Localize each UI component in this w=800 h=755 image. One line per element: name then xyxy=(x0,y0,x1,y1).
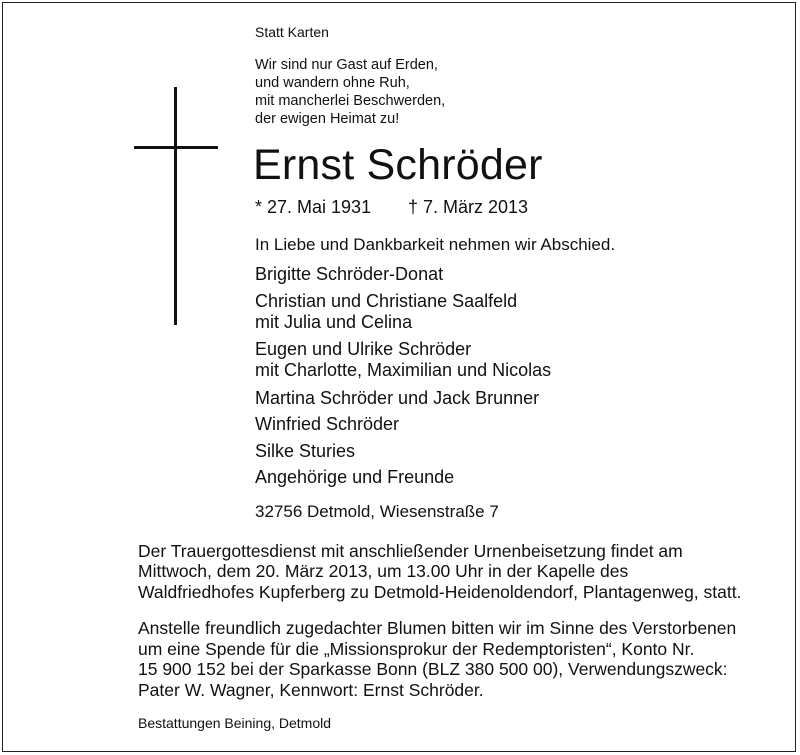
mourner-line: mit Charlotte, Maximilian und Nicolas xyxy=(255,360,552,380)
cross-icon-bar xyxy=(134,146,218,149)
mourner-line: mit Julia und Celina xyxy=(255,312,413,332)
birth-date: * 27. Mai 1931 xyxy=(255,197,372,217)
mourner-line: Silke Sturies xyxy=(255,441,356,461)
deceased-name: Ernst Schröder xyxy=(253,141,543,189)
donation-line: 15 900 152 bei der Sparkasse Bonn (BLZ 380 500 00), Verwendungszweck: xyxy=(138,659,728,679)
verse-line: mit mancherlei Beschwerden, xyxy=(255,93,446,109)
donation-line: Anstelle freundlich zugedachter Blumen bitten wir im Sinne des Verstorbenen xyxy=(138,618,737,638)
donation-line: um eine Spende für die „Missionsprokur der Redemptoristen“, Konto Nr. xyxy=(138,639,695,659)
mourner-line: Eugen und Ulrike Schröder xyxy=(255,339,472,359)
farewell-text: In Liebe und Dankbarkeit nehmen wir Abschied. xyxy=(255,235,616,254)
mourner-line: Christian und Christiane Saalfeld xyxy=(255,291,518,311)
mourner-line: Martina Schröder und Jack Brunner xyxy=(255,388,540,408)
mourner-line: Angehörige und Freunde xyxy=(255,467,455,487)
cross-icon xyxy=(174,87,177,325)
verse-line: Wir sind nur Gast auf Erden, xyxy=(255,57,438,73)
death-date: † 7. März 2013 xyxy=(408,197,529,217)
donation-line: Pater W. Wagner, Kennwort: Ernst Schröder. xyxy=(138,680,484,700)
funeral-home: Bestattungen Beining, Detmold xyxy=(138,715,332,731)
mourner-line: Winfried Schröder xyxy=(255,414,400,434)
service-line: Mittwoch, dem 20. März 2013, um 13.00 Uhr in der Kapelle des xyxy=(138,561,629,581)
address: 32756 Detmold, Wiesenstraße 7 xyxy=(255,502,499,521)
service-line: Der Trauergottesdienst mit anschließender Urnenbeisetzung findet am xyxy=(138,541,683,561)
statt-karten-note: Statt Karten xyxy=(255,24,329,40)
service-line: Waldfriedhofes Kupferberg zu Detmold-Heidenoldendorf, Plantagenweg, statt. xyxy=(138,582,742,602)
mourner-line: Brigitte Schröder-Donat xyxy=(255,264,444,284)
verse-line: und wandern ohne Ruh, xyxy=(255,75,410,91)
verse-line: der ewigen Heimat zu! xyxy=(255,111,400,127)
